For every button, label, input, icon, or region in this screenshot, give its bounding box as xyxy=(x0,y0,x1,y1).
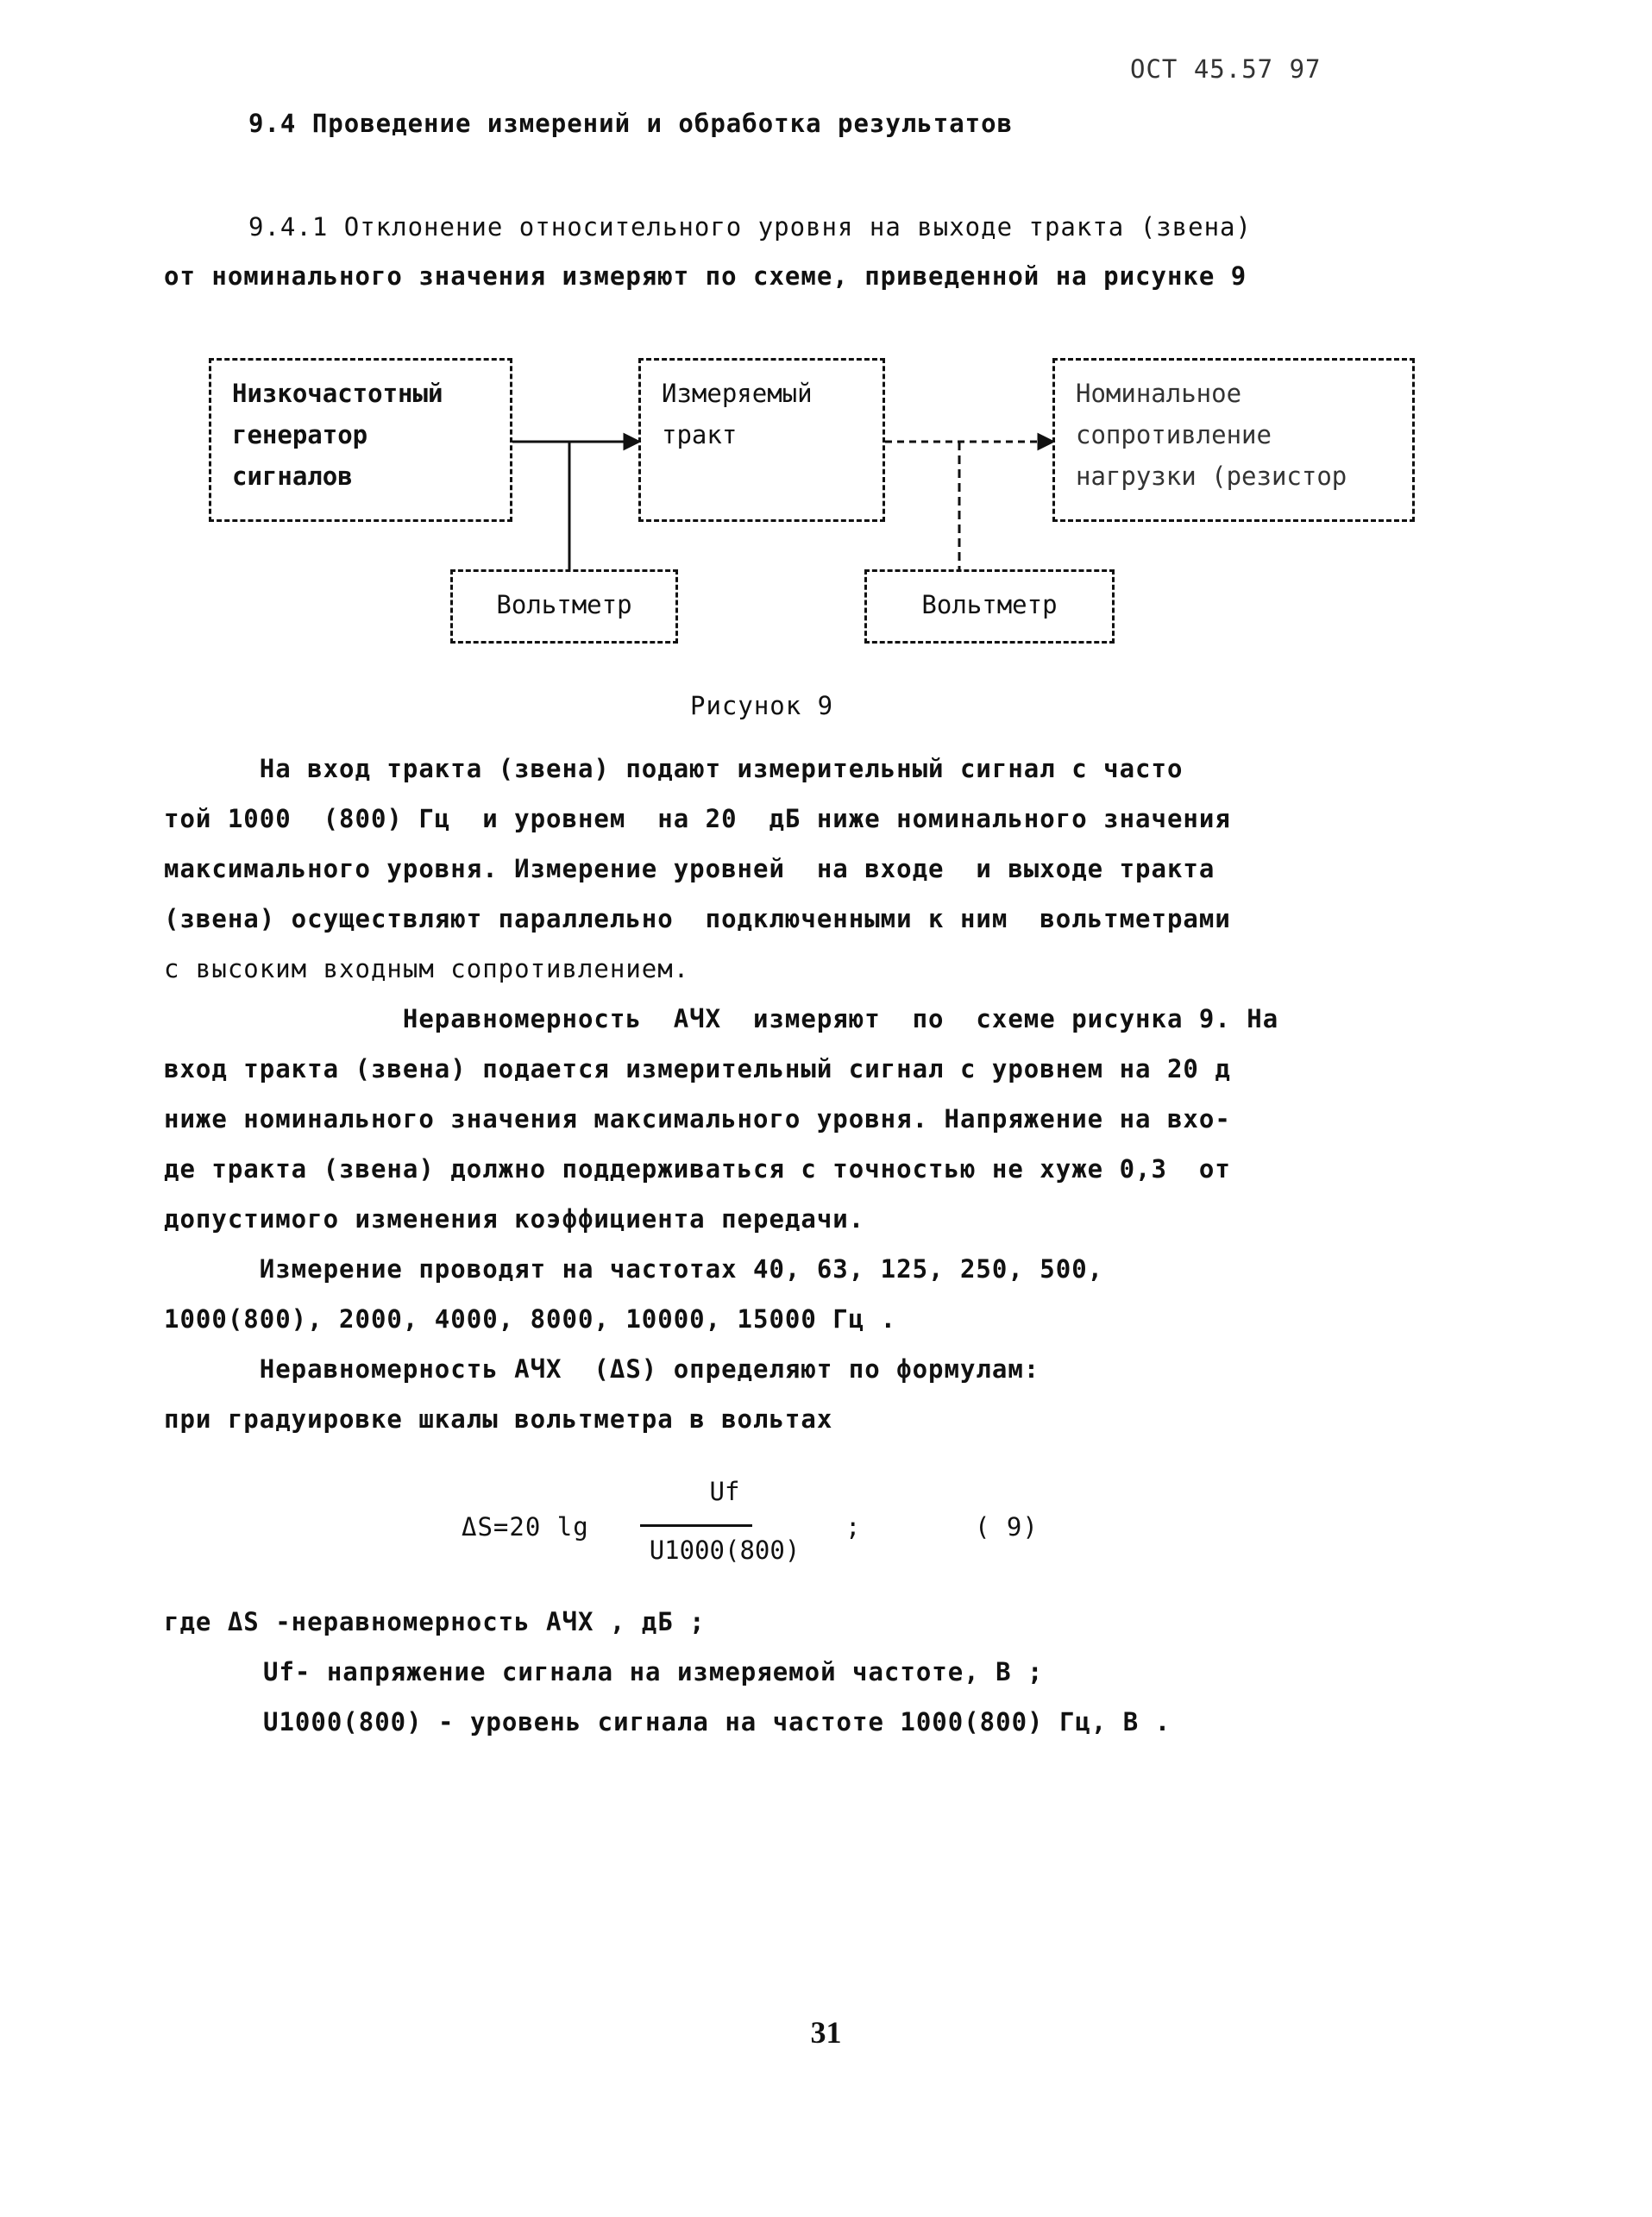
text-line: той 1000 (800) Гц и уровнем на 20 дБ ниже номинального значения xyxy=(164,804,1231,833)
text-line: ниже номинального значения максимального уровня. Напряжение на вхо- xyxy=(164,1104,1231,1134)
paragraph-9-4-1-line2: от номинального значения измеряют по схеме, приведенной на рисунке 9 xyxy=(164,261,1247,291)
text-line: де тракта (звена) должно поддерживаться с точностью не хуже 0,3 от xyxy=(164,1154,1231,1184)
formula-semicolon: ; xyxy=(845,1512,862,1542)
formula-denominator: U1000(800) xyxy=(649,1536,801,1565)
text-line: (звена) осуществляют параллельно подключенными к ним вольтметрами xyxy=(164,904,1231,933)
text-line: допустимого изменения коэффициента передачи. xyxy=(164,1204,865,1234)
text-line: при градуировке шкалы вольтметра в вольтах xyxy=(164,1404,833,1434)
text-line: с высоким входным сопротивлением. xyxy=(164,954,690,983)
figure-caption: Рисунок 9 xyxy=(690,691,834,720)
page-number: 31 xyxy=(810,2015,842,2050)
text-line: Неравномерность АЧХ (ΔS) определяют по формулам: xyxy=(164,1354,1040,1384)
measured-tract-block: Измеряемый тракт xyxy=(638,358,885,522)
text-line: На вход тракта (звена) подают измерительный сигнал с часто xyxy=(164,754,1184,783)
fraction-bar xyxy=(640,1524,752,1527)
document-code: ОСТ 45.57 97 xyxy=(1130,54,1322,84)
arrow-head-load-icon xyxy=(1039,435,1052,449)
text-line: Uf- напряжение сигнала на измеряемой частоте, В ; xyxy=(263,1657,1044,1686)
text-line: U1000(800) - уровень сигнала на частоте 1000(800) Гц, В . xyxy=(263,1707,1171,1737)
arrow-head-tract-icon xyxy=(625,435,638,449)
text-line: Неравномерность АЧХ измеряют по схеме рисунка 9. На xyxy=(164,1004,1279,1033)
load-resistor-block: Номинальное сопротивление нагрузки (резистор xyxy=(1052,358,1415,522)
section-title: 9.4 Проведение измерений и обработка результатов xyxy=(248,109,1014,138)
text-line: где ΔS -неравномерность АЧХ , дБ ; xyxy=(164,1607,706,1636)
text-line: Измерение проводят на частотах 40, 63, 125, 250, 500, xyxy=(164,1254,1104,1284)
voltmeter-input-block: Вольтметр xyxy=(450,569,678,644)
voltmeter-output-block: Вольтметр xyxy=(864,569,1115,644)
text-line: максимального уровня. Измерение уровней на входе и выходе тракта xyxy=(164,854,1215,883)
formula-lhs: ΔS=20 lg xyxy=(462,1512,589,1542)
formula-number: ( 9) xyxy=(975,1512,1039,1542)
diagram-connections xyxy=(0,0,1652,776)
generator-block: Низкочастотный генератор сигналов xyxy=(209,358,512,522)
formula-numerator: Uf xyxy=(709,1477,740,1506)
text-line: вход тракта (звена) подается измерительный сигнал с уровнем на 20 д xyxy=(164,1054,1231,1083)
paragraph-9-4-1-line1: 9.4.1 Отклонение относительного уровня на выходе тракта (звена) xyxy=(248,212,1252,242)
text-line: 1000(800), 2000, 4000, 8000, 10000, 15000 Гц . xyxy=(164,1304,897,1334)
